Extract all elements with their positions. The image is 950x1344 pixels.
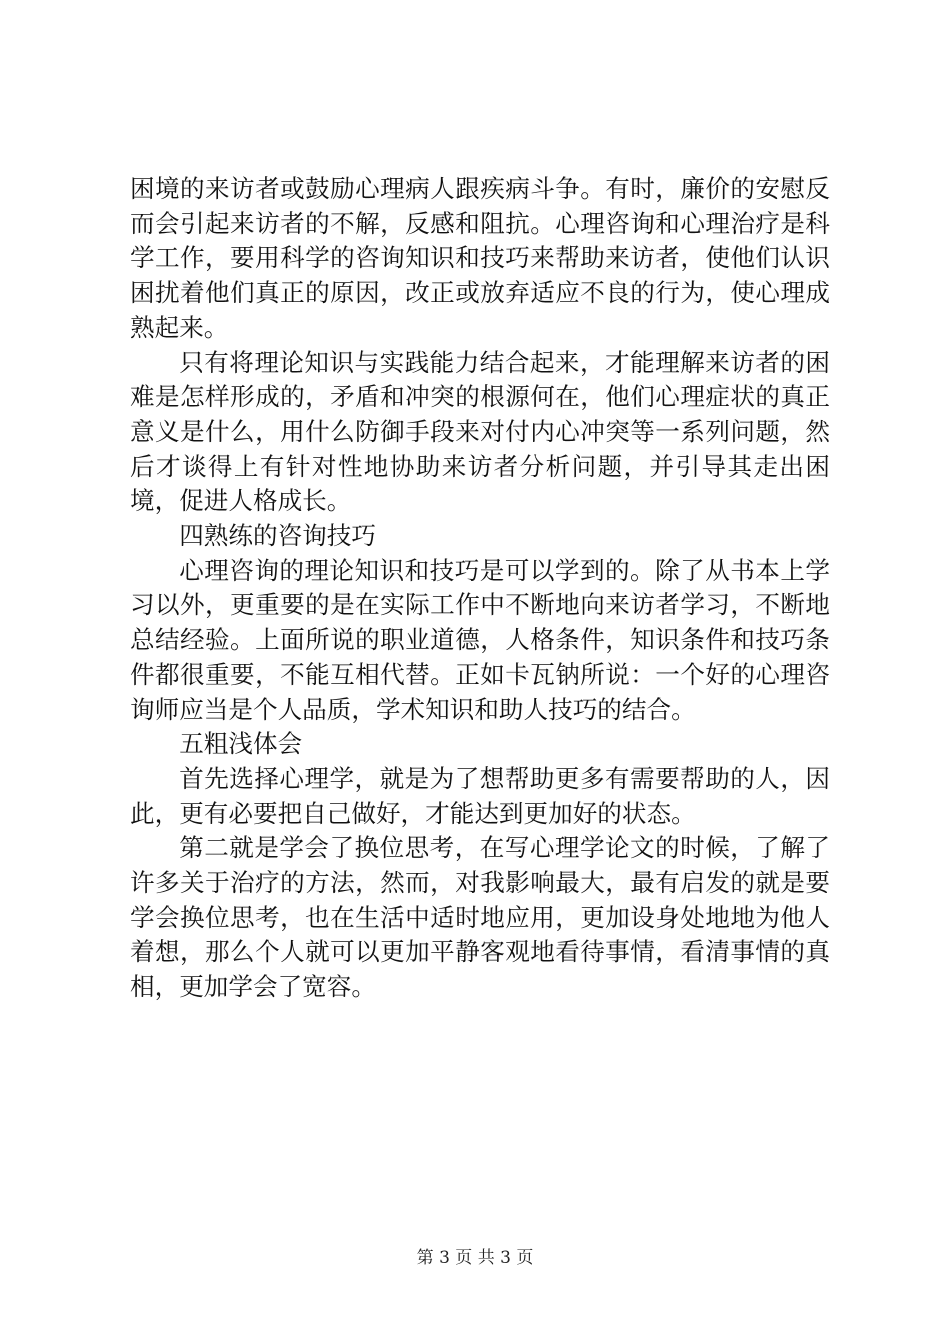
paragraph-theory-practice: 只有将理论知识与实践能力结合起来，才能理解来访者的困难是怎样形成的，矛盾和冲突的根源何在，他们心理症状的真正意义是什么，用什么防御手段来对付内心冲突等一系列问题，然后才谈得上有针对性地协助来访者分析问题，并引导其走出困境，促进人格成长。 [130,347,830,516]
paragraph-skills: 心理咨询的理论知识和技巧是可以学到的。除了从书本上学习以外，更重要的是在实际工作中不断地向来访者学习，不断地总结经验。上面所说的职业道德，人格条件，知识条件和技巧条件都很重要，不能互相代替。正如卡瓦钠所说：一个好的心理咨询师应当是个人品质，学术知识和助人技巧的结合。 [130,555,830,724]
section-heading-skills: 四熟练的咨询技巧 [179,521,376,551]
paragraph-reflection-first: 首先选择心理学，就是为了想帮助更多有需要帮助的人，因此，更有必要把自己做好，才能达到更加好的状态。 [130,763,830,828]
page-footer: 第 3 页 共 3 页 [416,1248,534,1268]
paragraph-continuation: 困境的来访者或鼓励心理病人跟疾病斗争。有时，廉价的安慰反而会引起来访者的不解，反感和阻抗。心理咨询和心理治疗是科学工作，要用科学的咨询知识和技巧来帮助来访者，使他们认识困扰着他们真正的原因，改正或放弃适应不良的行为，使心理成熟起来。 [130,174,830,342]
document-body [130,172,830,1005]
section-heading-reflection: 五粗浅体会 [179,729,303,759]
paragraph-reflection-second: 第二就是学会了换位思考，在写心理学论文的时候，了解了许多关于治疗的方法，然而，对我影响最大，最有启发的就是要学会换位思考，也在生活中适时地应用，更加设身处地地为他人着想，那么个人就可以更加平静客观地看待事情，看清事情的真相，更加学会了宽容。 [130,833,830,1002]
